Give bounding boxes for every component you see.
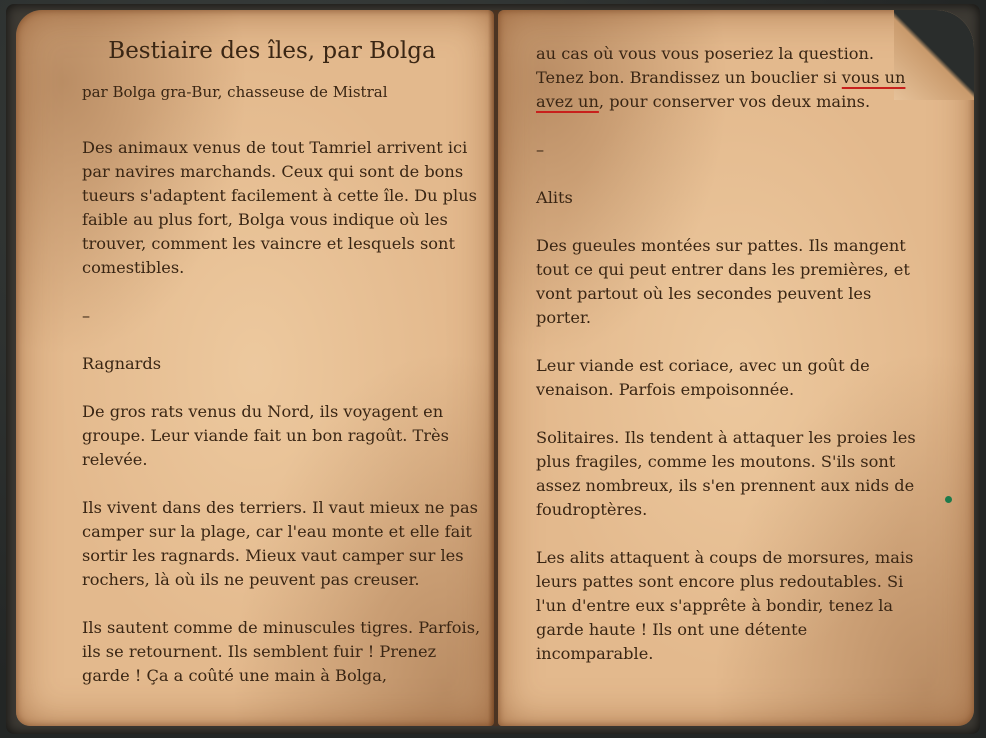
book-title: Bestiaire des îles, par Bolga (108, 38, 436, 64)
book-byline: par Bolga gra-Bur, chasseuse de Mistral (82, 83, 388, 101)
section-heading-ragnards: Ragnards (82, 354, 162, 373)
paragraph: Des animaux venus de tout Tamriel arrivent ici par navires marchands. Ceux qui sont de bons tueurs s'adaptent facilement à cette île. Du plus faible au plus fort, Bolga vous indique où les trouver, comment les vaincre et lesquels sont comestibles. (82, 138, 477, 277)
paragraph: Les alits attaquent à coups de morsures, mais leurs pattes sont encore plus redoutables. Si l'un d'entre eux s'apprête à bondir, tenez la garde haute ! Ils ont une détente incomparable. (536, 548, 914, 663)
paragraph: Solitaires. Ils tendent à attaquer les proies les plus fragiles, comme les moutons. S'ils sont assez nombreux, ils s'en prennent aux nids de foudroptères. (536, 428, 916, 519)
highlighted-text: vous un avez un (536, 68, 906, 111)
paragraph: Ils sautent comme de minuscules tigres. Parfois, ils se retournent. Ils semblent fuir ! Prenez garde ! Ça a coûté une main à Bolga, (82, 618, 481, 685)
paragraph: De gros rats venus du Nord, ils voyagent en groupe. Leur viande fait un bon ragoût. Très relevée. (82, 402, 449, 469)
paragraph (536, 42, 916, 114)
right-page-text (536, 42, 916, 690)
left-page-text (82, 136, 482, 712)
paragraph: Leur viande est coriace, avec un goût de venaison. Parfois empoisonnée. (536, 356, 870, 399)
paragraph: Des gueules montées sur pattes. Ils mangent tout ce qui peut entrer dans les premières, et vont partout où les secondes peuvent les porter. (536, 236, 910, 327)
right-page[interactable] (498, 10, 974, 726)
paragraph-text: , pour conserver vos deux mains. (598, 92, 871, 111)
paragraph-text: au cas où vous vous poseriez la question. Tenez bon. Brandissez un bouclier si (536, 44, 875, 87)
section-separator: – (536, 140, 545, 159)
section-heading-alits: Alits (536, 188, 573, 207)
paragraph: Ils vivent dans des terriers. Il vaut mieux ne pas camper sur la plage, car l'eau monte et elle fait sortir les ragnards. Mieux vaut camper sur les rochers, là où ils ne peuvent pas creuser. (82, 498, 478, 589)
left-page[interactable] (16, 10, 494, 726)
section-separator: – (82, 306, 91, 325)
ink-spot (945, 496, 952, 503)
